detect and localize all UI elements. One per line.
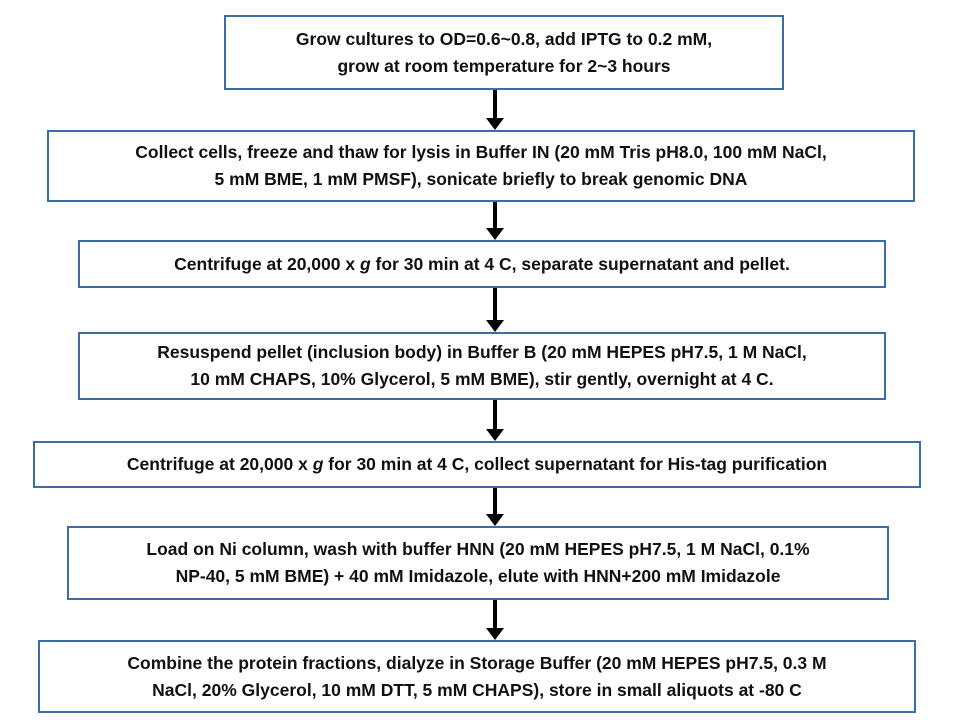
step-4-box <box>78 332 886 400</box>
arrow-head-icon <box>486 118 504 130</box>
step-5-text: Centrifuge at 20,000 x g for 30 min at 4 C, collect supernatant for His-tag purification <box>126 454 828 474</box>
step-1-box <box>224 15 784 90</box>
step-3-text: Centrifuge at 20,000 x g for 30 min at 4 C, separate supernatant and pellet. <box>174 253 790 274</box>
step-4-text: Resuspend pellet (inclusion body) in Buffer B (20 mM HEPES pH7.5, 1 M NaCl, 10 mM CHAPS, 10% Glycerol, 5 mM BME), stir gently, overnight at 4 C. <box>157 342 807 389</box>
arrow-head-icon <box>486 228 504 240</box>
step-1-text: Grow cultures to OD=0.6~0.8, add IPTG to 0.2 mM, grow at room temperature for 2~3 hours <box>295 28 713 76</box>
arrow-1-to-2 <box>486 90 504 130</box>
arrow-2-to-3 <box>486 202 504 240</box>
step-3-box <box>78 240 886 288</box>
arrow-6-to-7 <box>486 600 504 640</box>
arrow-4-to-5 <box>486 400 504 441</box>
step-2-box <box>47 130 915 202</box>
step-2-text: Collect cells, freeze and thaw for lysis in Buffer IN (20 mM Tris pH8.0, 100 mM NaCl, 5 mM BME, 1 mM PMSF), sonicate briefly to break genomic DNA <box>135 142 827 189</box>
step-6-box <box>67 526 889 600</box>
arrow-5-to-6 <box>486 488 504 526</box>
arrow-head-icon <box>486 514 504 526</box>
step-5-box <box>33 441 921 488</box>
arrow-head-icon <box>486 429 504 441</box>
step-7-text: Combine the protein fractions, dialyze in Storage Buffer (20 mM HEPES pH7.5, 0.3 M NaCl, 20% Glycerol, 10 mM DTT, 5 mM CHAPS), store in small aliquots at -80 C <box>127 652 827 700</box>
arrow-head-icon <box>486 628 504 640</box>
arrow-3-to-4 <box>486 288 504 332</box>
step-7-box <box>38 640 916 713</box>
step-6-text: Load on Ni column, wash with buffer HNN (20 mM HEPES pH7.5, 1 M NaCl, 0.1% NP-40, 5 mM BME) + 40 mM Imidazole, elute with HNN+200 mM Imidazole <box>146 539 810 586</box>
arrow-head-icon <box>486 320 504 332</box>
